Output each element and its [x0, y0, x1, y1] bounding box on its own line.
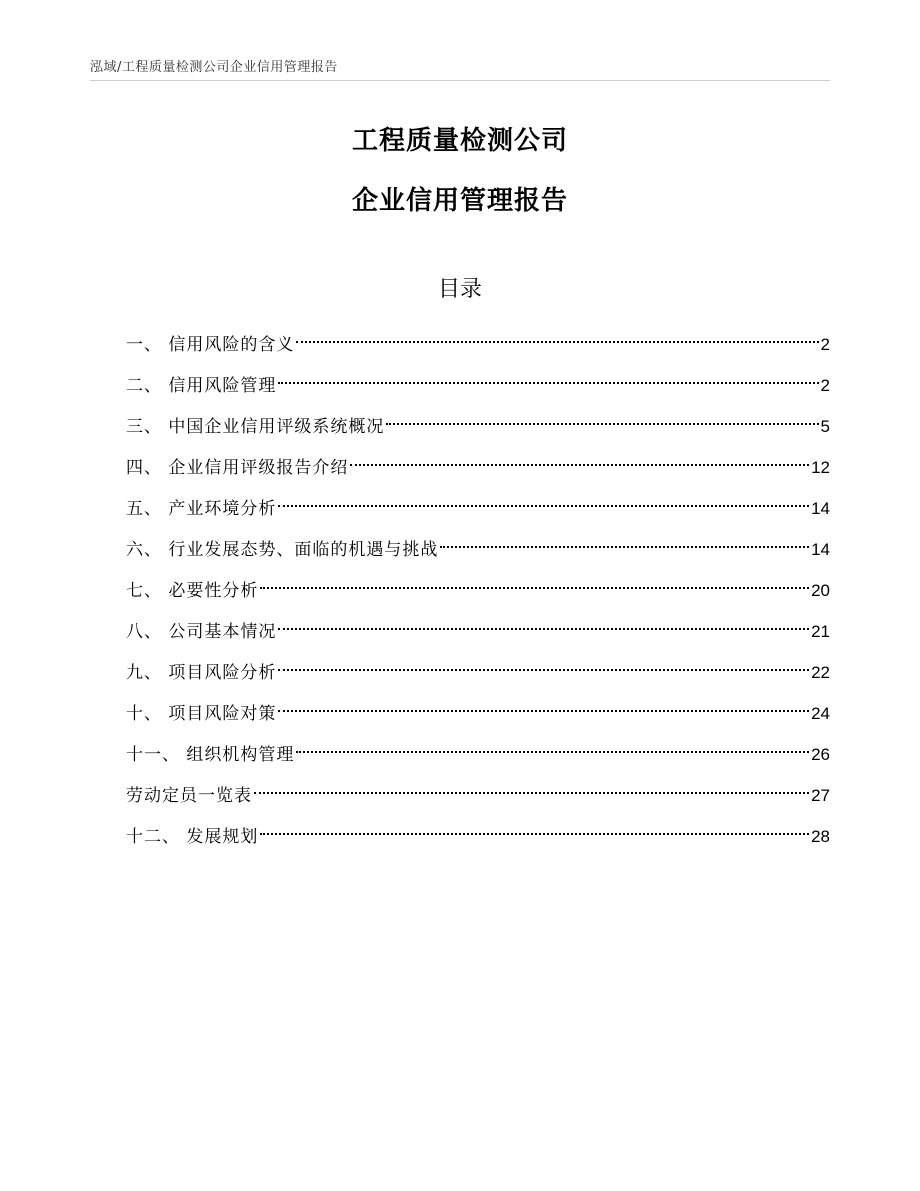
toc-heading: 目录: [437, 277, 482, 302]
toc-leader-dots: [260, 568, 809, 596]
toc-entry-label: 三、 中国企业信用评级系统概况: [126, 417, 385, 437]
table-of-contents: [126, 322, 830, 855]
toc-entry-label: 六、 行业发展态势、面临的机遇与挑战: [126, 540, 439, 560]
toc-leader-dots: [278, 691, 809, 719]
toc-leader-dots: [278, 363, 818, 391]
toc-entry-page: 12: [811, 458, 830, 477]
toc-entry-page: 26: [811, 745, 830, 764]
toc-leader-dots: [278, 650, 809, 678]
toc-entry-page: 22: [811, 663, 830, 682]
toc-entry[interactable]: [126, 568, 830, 609]
toc-entry[interactable]: [126, 322, 830, 363]
toc-entry[interactable]: [126, 486, 830, 527]
toc-entry[interactable]: [126, 650, 830, 691]
toc-leader-dots: [254, 773, 809, 801]
toc-leader-dots: [386, 404, 818, 432]
toc-leader-dots: [440, 527, 809, 555]
toc-entry-label: 十二、 发展规划: [126, 827, 259, 847]
toc-leader-dots: [278, 609, 809, 637]
toc-entry[interactable]: [126, 363, 830, 404]
toc-entry-label: 九、 项目风险分析: [126, 663, 277, 683]
toc-leader-dots: [350, 445, 809, 473]
toc-entry-page: 24: [811, 704, 830, 723]
toc-entry-page: 2: [820, 376, 830, 395]
toc-leader-dots: [278, 486, 809, 514]
toc-entry[interactable]: [126, 404, 830, 445]
toc-entry[interactable]: [126, 609, 830, 650]
toc-entry[interactable]: [126, 773, 830, 814]
toc-entry-page: 14: [811, 540, 830, 559]
toc-entry-page: 27: [811, 786, 830, 805]
document-title-line-1: 工程质量检测公司: [351, 126, 568, 156]
toc-entry-label: 一、 信用风险的含义: [126, 335, 295, 355]
header-divider: [90, 80, 830, 81]
toc-entry-label: 十一、 组织机构管理: [126, 745, 295, 765]
toc-entry-label: 四、 企业信用评级报告介绍: [126, 458, 349, 478]
toc-entry[interactable]: [126, 445, 830, 486]
toc-entry-label: 七、 必要性分析: [126, 581, 259, 601]
toc-entry-label: 八、 公司基本情况: [126, 622, 277, 642]
toc-entry[interactable]: [126, 814, 830, 855]
toc-entry[interactable]: [126, 691, 830, 732]
toc-entry-page: 20: [811, 581, 830, 600]
toc-entry[interactable]: [126, 527, 830, 568]
toc-entry-page: 21: [811, 622, 830, 641]
toc-entry[interactable]: [126, 732, 830, 773]
toc-leader-dots: [260, 814, 809, 842]
toc-entry-page: 14: [811, 499, 830, 518]
running-header: 泓域/工程质量检测公司企业信用管理报告: [90, 60, 338, 75]
document-title-line-2: 企业信用管理报告: [351, 186, 568, 216]
toc-entry-label: 五、 产业环境分析: [126, 499, 277, 519]
toc-entry-label: 二、 信用风险管理: [126, 376, 277, 396]
toc-leader-dots: [296, 322, 818, 350]
toc-entry-page: 28: [811, 827, 830, 846]
toc-leader-dots: [296, 732, 809, 760]
toc-entry-label: 十、 项目风险对策: [126, 704, 277, 724]
toc-entry-page: 2: [820, 335, 830, 354]
toc-entry-label: 劳动定员一览表: [126, 786, 252, 806]
toc-entry-page: 5: [820, 417, 830, 436]
